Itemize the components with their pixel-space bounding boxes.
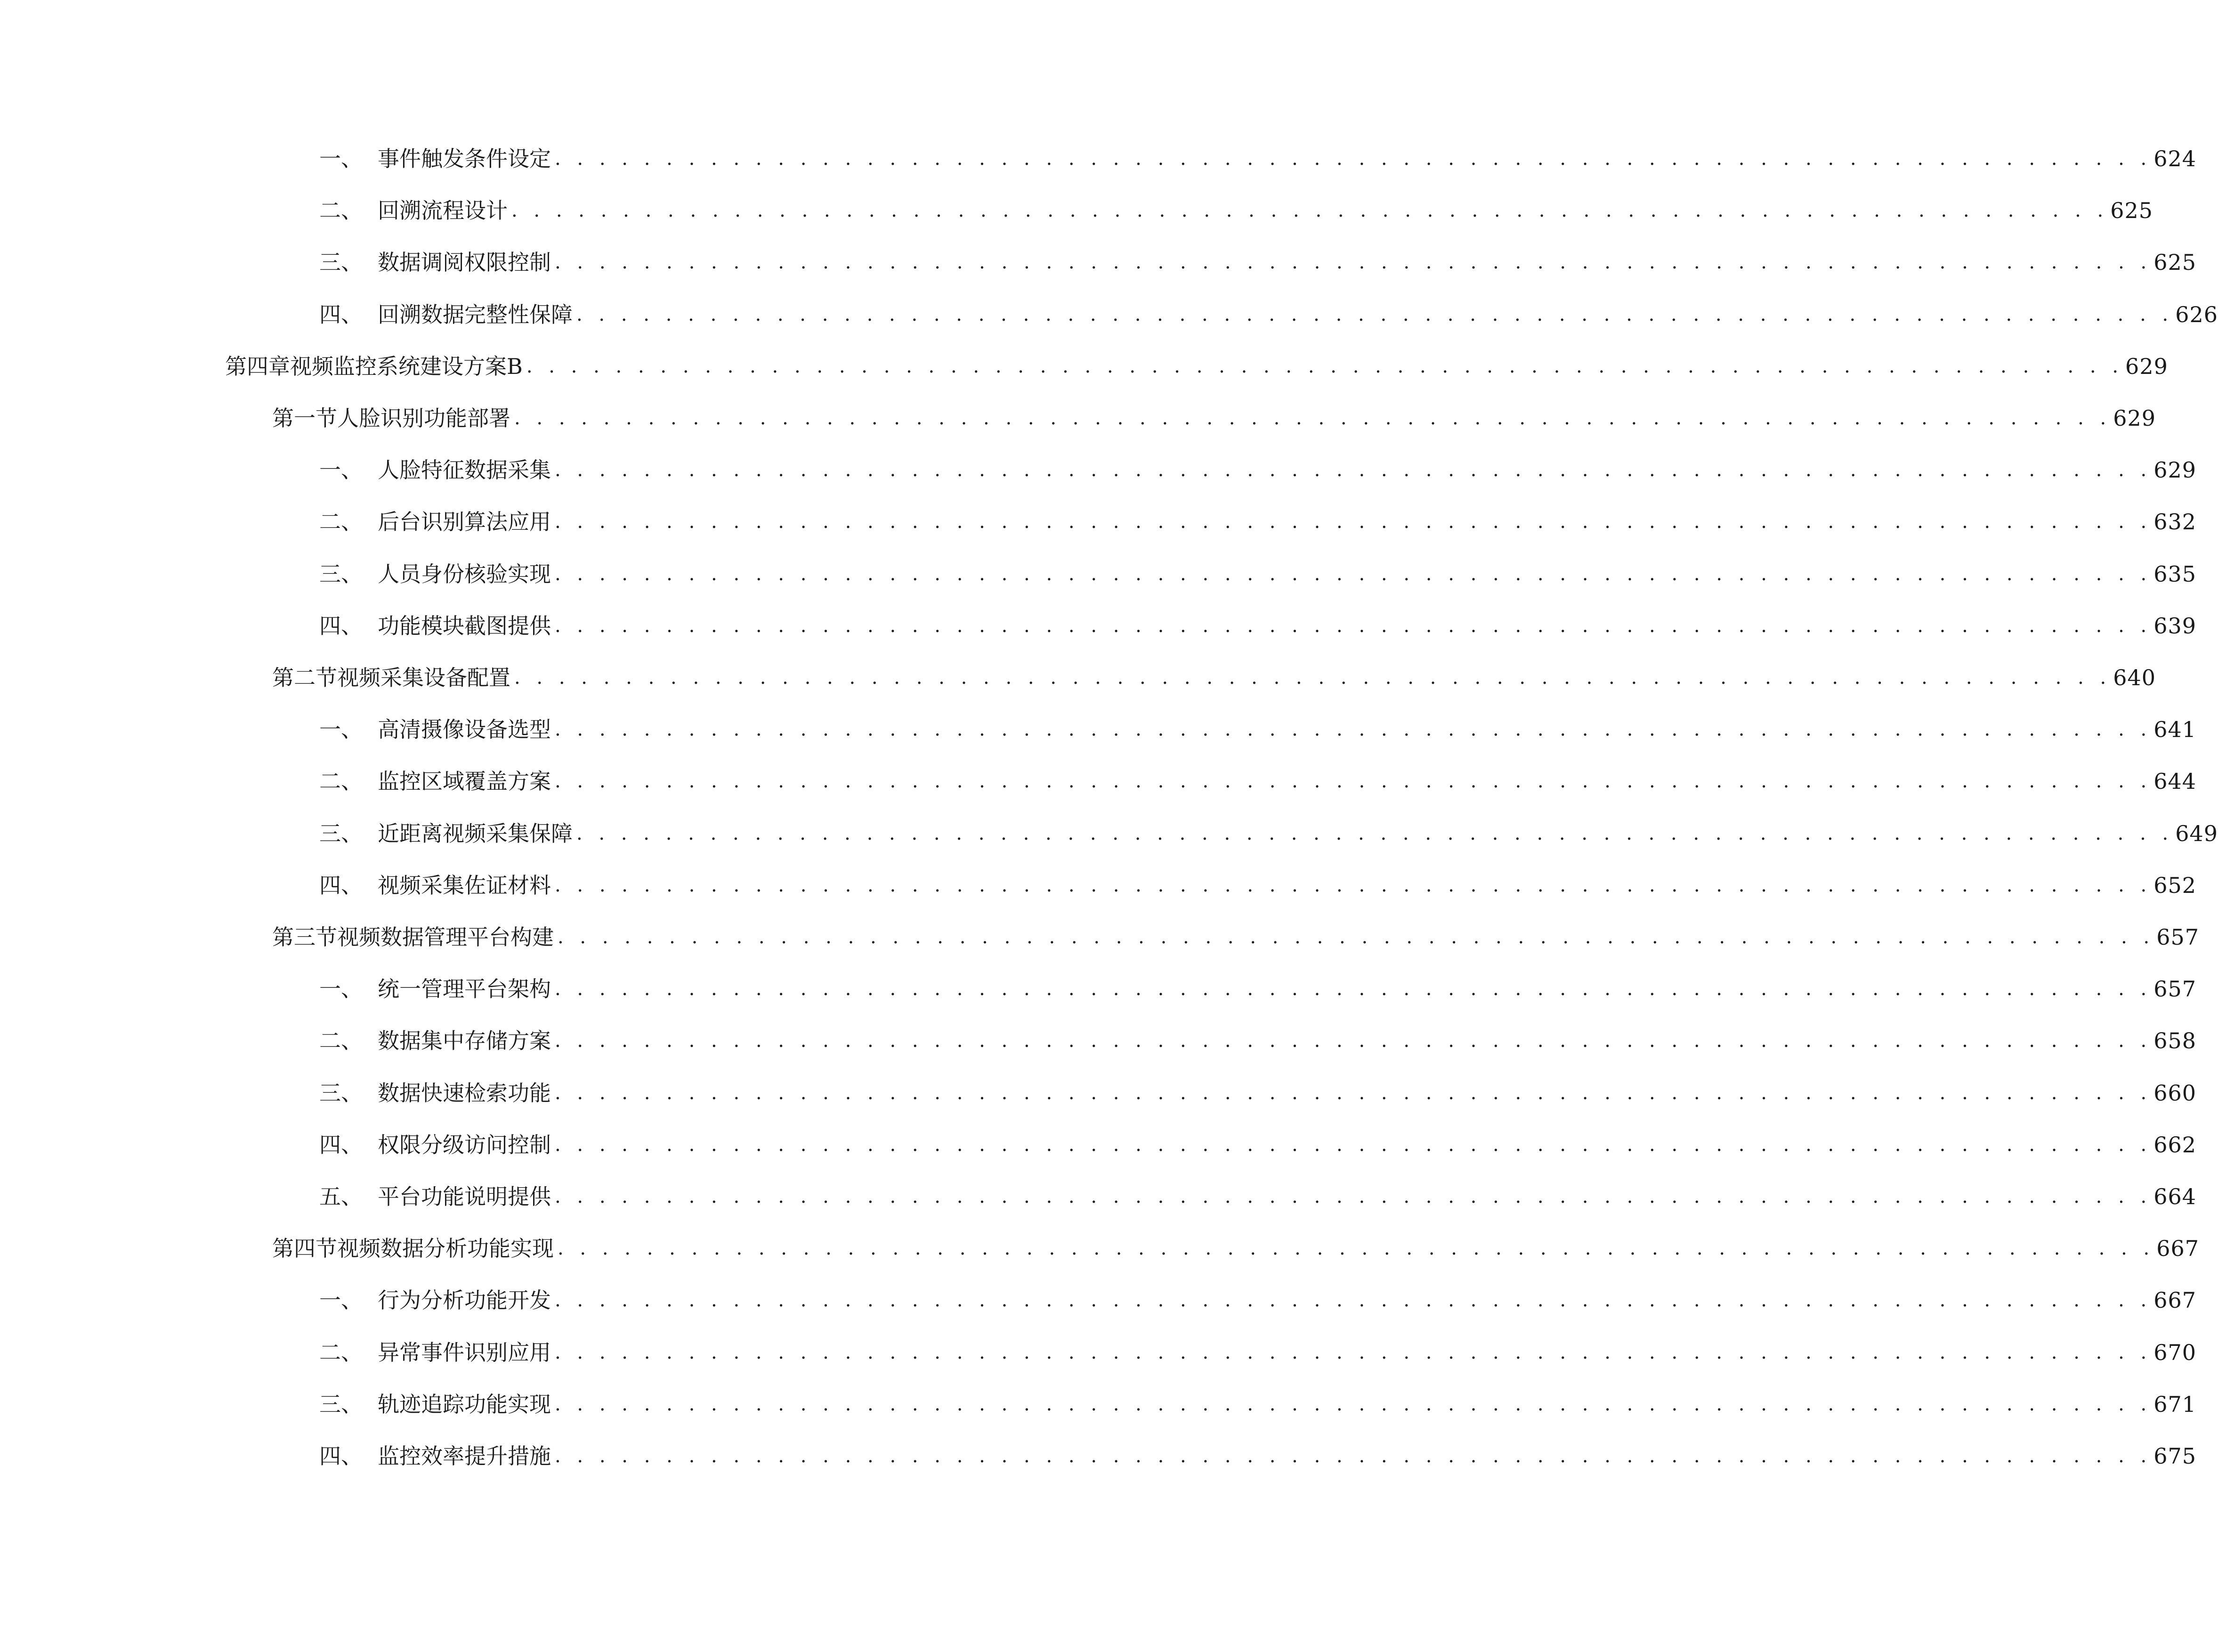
toc-entry-title: 事件触发条件设定 [378, 146, 551, 171]
toc-entry-title: 近距离视频采集保障 [378, 820, 573, 846]
toc-entry[interactable] [319, 243, 2197, 281]
toc-entry-number: 四、 [319, 613, 363, 639]
toc-entry-number: 四、 [319, 872, 363, 898]
toc-entry-title: 后台识别算法应用 [378, 509, 551, 535]
toc-leader-dots: . . . . . . . . . . . . . . . . . . . . . . . . . . . . . . . . . . . . . . . . . . . . . . . . . . . . . . . . . . . . . . . . . . . . . . . . [555, 978, 2152, 1000]
toc-entry-title: 人脸识别功能部署 [337, 405, 510, 431]
toc-entry[interactable] [319, 815, 2218, 852]
toc-entry[interactable] [319, 1385, 2197, 1423]
toc-leader-dots: . . . . . . . . . . . . . . . . . . . . . . . . . . . . . . . . . . . . . . . . . . . . . . . . . . . . . . . . . . . . . . . . . . . . . . . . [555, 1289, 2152, 1312]
toc-entry[interactable] [319, 140, 2197, 178]
toc-entry[interactable] [319, 711, 2197, 748]
toc-page-number: 671 [2153, 1391, 2197, 1417]
toc-leader-dots: . . . . . . . . . . . . . . . . . . . . . . . . . . . . . . . . . . . . . . . . . . . . . . . . . . . . . . . . . . . . . . . . . . . . . . . . [555, 1082, 2152, 1104]
toc-page-number: 657 [2156, 924, 2200, 950]
toc-entry[interactable] [319, 296, 2218, 333]
toc-page-number: 667 [2153, 1288, 2197, 1313]
toc-entry-number: 第四章 [225, 353, 290, 379]
toc-entry[interactable] [319, 1022, 2197, 1060]
toc-entry-number: 三、 [319, 820, 363, 846]
toc-leader-dots: . . . . . . . . . . . . . . . . . . . . . . . . . . . . . . . . . . . . . . . . . . . . . . . . . . . . . . . . . . . . . . . . . . . . . . . . [558, 926, 2155, 948]
toc-entry[interactable] [319, 192, 2153, 229]
toc-entry[interactable] [319, 1126, 2197, 1164]
toc-entry-number: 三、 [319, 561, 363, 587]
toc-leader-dots: . . . . . . . . . . . . . . . . . . . . . . . . . . . . . . . . . . . . . . . . . . . . . . . . . . . . . . . . . . . . . . . . . . . . . . . . [555, 770, 2152, 793]
toc-leader-dots: . . . . . . . . . . . . . . . . . . . . . . . . . . . . . . . . . . . . . . . . . . . . . . . . . . . . . . . . . . . . . . . . . . . . . . . . [555, 1030, 2152, 1052]
toc-entry[interactable] [319, 970, 2197, 1008]
toc-entry-title: 数据调阅权限控制 [378, 250, 551, 275]
toc-entry-number: 一、 [319, 457, 363, 483]
toc-entry-title: 人脸特征数据采集 [378, 457, 551, 483]
toc-entry-title: 视频数据分析功能实现 [337, 1236, 554, 1262]
toc-leader-dots: . . . . . . . . . . . . . . . . . . . . . . . . . . . . . . . . . . . . . . . . . . . . . . . . . . . . . . . . . . . . . . . . . . . . . . . . [555, 1186, 2152, 1207]
toc-page-number: 625 [2153, 250, 2197, 275]
toc-page-number: 657 [2153, 976, 2197, 1002]
toc-entry-number: 二、 [319, 509, 363, 535]
toc-entry[interactable] [319, 1334, 2197, 1371]
toc-entry-number: 二、 [319, 1028, 363, 1054]
toc-leader-dots: . . . . . . . . . . . . . . . . . . . . . . . . . . . . . . . . . . . . . . . . . . . . . . . . . . . . . . . . . . . . . . . . . . . . . . . . [555, 874, 2152, 896]
toc-entry[interactable] [319, 1281, 2197, 1319]
toc-page-number: 635 [2153, 561, 2197, 587]
toc-leader-dots: . . . . . . . . . . . . . . . . . . . . . . . . . . . . . . . . . . . . . . . . . . . . . . . . . . . . . . . . . . . . . . . . . . . . . . . . [555, 615, 2152, 637]
toc-page-number: 641 [2153, 717, 2197, 743]
toc-page-number: 649 [2175, 820, 2218, 846]
toc-entry-number: 第三节 [272, 924, 337, 950]
toc-page-number: 626 [2175, 301, 2218, 327]
toc-entry-title: 统一管理平台架构 [378, 976, 551, 1002]
toc-entry[interactable] [319, 866, 2197, 904]
toc-entry[interactable] [319, 762, 2197, 800]
toc-page-number: 667 [2156, 1236, 2200, 1262]
toc-entry-title: 监控区域覆盖方案 [378, 769, 551, 794]
toc-entry[interactable] [319, 1437, 2197, 1475]
toc-leader-dots: . . . . . . . . . . . . . . . . . . . . . . . . . . . . . . . . . . . . . . . . . . . . . . . . . . . . . . . . . . . . . . . . . . . . . . . . [514, 667, 2112, 688]
toc-page-number: 639 [2153, 613, 2197, 639]
toc-page-number: 660 [2153, 1080, 2197, 1106]
toc-entry[interactable] [272, 918, 2200, 956]
toc-leader-dots: . . . . . . . . . . . . . . . . . . . . . . . . . . . . . . . . . . . . . . . . . . . . . . . . . . . . . . . . . . . . . . . . . . . . . . . . [555, 148, 2152, 170]
toc-entry-title: 视频采集佐证材料 [378, 872, 551, 898]
toc-entry-number: 第一节 [272, 405, 337, 431]
toc-leader-dots: . . . . . . . . . . . . . . . . . . . . . . . . . . . . . . . . . . . . . . . . . . . . . . . . . . . . . . . . . . . . . . . . . . . . . . . . [555, 1393, 2152, 1415]
toc-page-number: 675 [2153, 1443, 2197, 1469]
toc-entry-number: 二、 [319, 769, 363, 794]
toc-leader-dots: . . . . . . . . . . . . . . . . . . . . . . . . . . . . . . . . . . . . . . . . . . . . . . . . . . . . . . . . . . . . . . . . . . . . . . . . [555, 1341, 2152, 1363]
toc-entry[interactable] [319, 607, 2197, 645]
toc-page-number: 670 [2153, 1339, 2197, 1365]
toc-entry-title: 数据集中存储方案 [378, 1028, 551, 1054]
toc-entry-number: 一、 [319, 146, 363, 171]
toc-entry[interactable] [272, 659, 2156, 696]
toc-leader-dots: . . . . . . . . . . . . . . . . . . . . . . . . . . . . . . . . . . . . . . . . . . . . . . . . . . . . . . . . . . . . . . . . . . . . . . . . [514, 407, 2112, 429]
toc-entry-title: 回溯数据完整性保障 [378, 301, 573, 327]
toc-entry-number: 三、 [319, 250, 363, 275]
toc-entry-title: 数据快速检索功能 [378, 1080, 551, 1106]
toc-page-number: 662 [2153, 1132, 2197, 1158]
toc-entry[interactable] [225, 348, 2168, 385]
toc-page-number: 624 [2153, 146, 2197, 171]
toc-page-number: 629 [2153, 457, 2197, 483]
toc-entry-title: 监控效率提升措施 [378, 1443, 551, 1469]
toc-entry[interactable] [319, 451, 2197, 489]
toc-entry-number: 一、 [319, 1288, 363, 1313]
toc-page-number: 652 [2153, 872, 2197, 898]
toc-entry-number: 三、 [319, 1391, 363, 1417]
toc-entry[interactable] [319, 1074, 2197, 1112]
toc-page-number: 629 [2113, 405, 2156, 431]
toc-leader-dots: . . . . . . . . . . . . . . . . . . . . . . . . . . . . . . . . . . . . . . . . . . . . . . . . . . . . . . . . . . . . . . . . . . . . . . . . [555, 511, 2152, 533]
toc-leader-dots: . . . . . . . . . . . . . . . . . . . . . . . . . . . . . . . . . . . . . . . . . . . . . . . . . . . . . . . . . . . . . . . . . . . . . . . . [558, 1238, 2155, 1260]
toc-leader-dots: . . . . . . . . . . . . . . . . . . . . . . . . . . . . . . . . . . . . . . . . . . . . . . . . . . . . . . . . . . . . . . . . . . . . . . . . [576, 822, 2174, 844]
toc-entry-title: 平台功能说明提供 [378, 1184, 551, 1209]
toc-leader-dots: . . . . . . . . . . . . . . . . . . . . . . . . . . . . . . . . . . . . . . . . . . . . . . . . . . . . . . . . . . . . . . . . . . . . . . . . [555, 459, 2152, 481]
toc-leader-dots: . . . . . . . . . . . . . . . . . . . . . . . . . . . . . . . . . . . . . . . . . . . . . . . . . . . . . . . . . . . . . . . . . . . . . . . . [555, 719, 2152, 741]
toc-entry-number: 一、 [319, 717, 363, 743]
toc-leader-dots: . . . . . . . . . . . . . . . . . . . . . . . . . . . . . . . . . . . . . . . . . . . . . . . . . . . . . . . . . . . . . . . . . . . . . . . . [555, 563, 2152, 585]
toc-page-number: 644 [2153, 769, 2197, 794]
toc-entry[interactable] [272, 399, 2156, 437]
toc-entry[interactable] [319, 1178, 2197, 1215]
toc-page-number: 625 [2110, 198, 2153, 224]
toc-page-number: 658 [2153, 1028, 2197, 1054]
toc-page-number: 629 [2125, 353, 2168, 379]
toc-leader-dots: . . . . . . . . . . . . . . . . . . . . . . . . . . . . . . . . . . . . . . . . . . . . . . . . . . . . . . . . . . . . . . . . . . . . . . . . [511, 200, 2109, 222]
toc-leader-dots: . . . . . . . . . . . . . . . . . . . . . . . . . . . . . . . . . . . . . . . . . . . . . . . . . . . . . . . . . . . . . . . . . . . . . . . . [576, 303, 2174, 325]
toc-entry[interactable] [319, 503, 2197, 541]
toc-entry-number: 四、 [319, 301, 363, 327]
toc-entry-title: 轨迹追踪功能实现 [378, 1391, 551, 1417]
toc-entry-number: 四、 [319, 1132, 363, 1158]
toc-page-number: 664 [2153, 1184, 2197, 1209]
toc-entry-number: 第二节 [272, 665, 337, 690]
toc-entry[interactable] [272, 1230, 2200, 1267]
toc-leader-dots: . . . . . . . . . . . . . . . . . . . . . . . . . . . . . . . . . . . . . . . . . . . . . . . . . . . . . . . . . . . . . . . . . . . . . . . . [526, 355, 2124, 377]
toc-leader-dots: . . . . . . . . . . . . . . . . . . . . . . . . . . . . . . . . . . . . . . . . . . . . . . . . . . . . . . . . . . . . . . . . . . . . . . . . [555, 251, 2152, 274]
toc-entry-title: 功能模块截图提供 [378, 613, 551, 639]
toc-entry-title: 行为分析功能开发 [378, 1288, 551, 1313]
toc-entry-title: 视频数据管理平台构建 [337, 924, 554, 950]
toc-entry-title: 回溯流程设计 [378, 198, 508, 224]
toc-entry-number: 五、 [319, 1184, 363, 1209]
toc-entry-title: 权限分级访问控制 [378, 1132, 551, 1158]
toc-entry-number: 三、 [319, 1080, 363, 1106]
toc-entry-number: 一、 [319, 976, 363, 1002]
toc-page-number: 640 [2113, 665, 2156, 690]
toc-leader-dots: . . . . . . . . . . . . . . . . . . . . . . . . . . . . . . . . . . . . . . . . . . . . . . . . . . . . . . . . . . . . . . . . . . . . . . . . [555, 1134, 2152, 1156]
toc-entry-title: 异常事件识别应用 [378, 1339, 551, 1365]
toc-entry-number: 二、 [319, 1339, 363, 1365]
toc-entry-number: 四、 [319, 1443, 363, 1469]
toc-leader-dots: . . . . . . . . . . . . . . . . . . . . . . . . . . . . . . . . . . . . . . . . . . . . . . . . . . . . . . . . . . . . . . . . . . . . . . . . [555, 1445, 2152, 1467]
toc-entry-title: 视频监控系统建设方案B [290, 353, 523, 379]
toc-entry-number: 第四节 [272, 1236, 337, 1262]
toc-entry-number: 二、 [319, 198, 363, 224]
toc-entry[interactable] [319, 555, 2197, 593]
toc-page-number: 632 [2153, 509, 2197, 535]
toc-entry-title: 视频采集设备配置 [337, 665, 510, 690]
toc-entry-title: 高清摄像设备选型 [378, 717, 551, 743]
toc-entry-title: 人员身份核验实现 [378, 561, 551, 587]
